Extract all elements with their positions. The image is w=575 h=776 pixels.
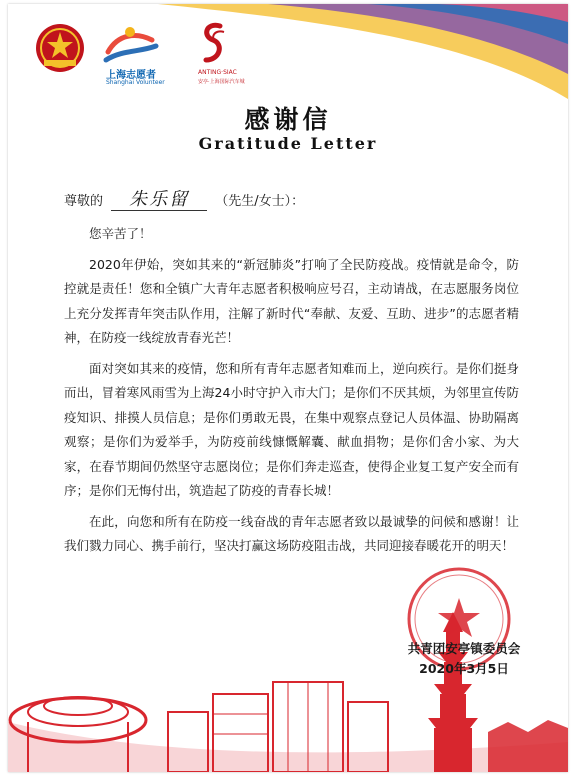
anting-logo (198, 20, 258, 90)
letter-title-chinese: 感谢信 (244, 105, 332, 134)
anting-logo-name: ANTING·SIAC (198, 69, 237, 76)
volunteer-logo-text: 上海志愿者 (106, 70, 156, 81)
volunteer-logo-subtext: Shanghai Volunteer (106, 79, 165, 86)
letter-body (64, 222, 519, 559)
anting-s-mark-icon (198, 20, 228, 66)
recipient-name: 朱乐留 (111, 190, 207, 211)
shanghai-volunteer-logo (100, 22, 190, 88)
signature-block (394, 639, 534, 679)
salutation-line (64, 190, 304, 211)
salutation-suffix: （先生/女士）： (215, 194, 305, 209)
letter-title-english: Gratitude Letter (198, 134, 378, 153)
youth-league-emblem-icon (34, 22, 86, 74)
greeting: 您辛苦了！ (89, 226, 152, 241)
paragraph-2: 面对突如其来的疫情，您和所有青年志愿者知难而上，逆向疾行。是你们挺身而出，冒着寒风雨雪为上海24小时守护入市大门；是你们不厌其烦，为邻里宣传防疫知识、排摸人员信息；是你们勇敢无畏，在集中观察点登记人员体温、协助隔离观察；是你们为爱举手，为防疫前线慷慨解囊、献血捐物；是你们舍小家、为大家，在春节期间仍然坚守志愿岗位；是你们奔走巡查，使得企业复工复产安全而有序；是你们无悔付出，筑造起了防疫的青春长城！ (64, 360, 519, 498)
signing-date: 2020年3月5日 (419, 661, 509, 676)
paragraph-1: 2020年伊始，突如其来的“新冠肺炎”打响了全民防疫战。疫情就是命令，防控就是责任！您和全镇广大青年志愿者积极响应号召，主动请战，在志愿服务岗位上充分发挥青年突击队作用，注解了新时代“奉献、友爱、互助、进步”的志愿者精神，在防疫一线绽放青春光芒！ (64, 256, 519, 345)
signing-organization: 共青团安亭镇委员会 (407, 641, 521, 656)
volunteer-swoosh-icon (100, 22, 160, 66)
letter-page (8, 4, 568, 772)
anting-logo-subtext: 安亭·上海国际汽车城 (198, 79, 245, 85)
salutation-prefix: 尊敬的 (64, 194, 104, 209)
paragraph-3: 在此，向您和所有在防疫一线奋战的青年志愿者致以最诚挚的问候和感谢！让我们戮力同心、携手前行，坚决打赢这场防疫阻击战，共同迎接春暖花开的明天！ (64, 513, 519, 553)
